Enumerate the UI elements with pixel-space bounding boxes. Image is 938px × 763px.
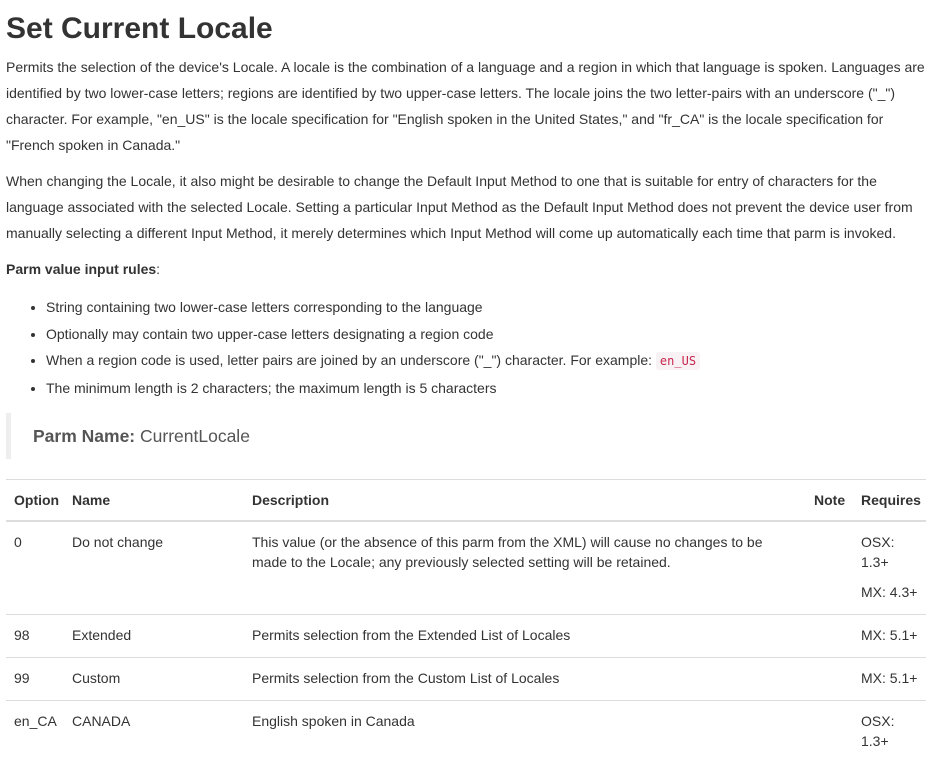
input-method-paragraph: When changing the Locale, it also might be desirable to change the Default Input Method to one that is suitable for entry of characters for the language associated with the selected Locale. Setting a particular Input Method as the Default Input Method does not prevent the device user from manually selecting a different Input Method, it merely determines which Input Method will come up automatically each time that parm is invoked.: [6, 168, 926, 246]
cell-note: [806, 615, 853, 658]
cell-name: Custom: [64, 658, 244, 701]
table-row: [6, 615, 926, 658]
cell-description: English spoken in Canada: [244, 701, 806, 763]
cell-name: Do not change: [64, 521, 244, 615]
header-name: Name: [64, 480, 244, 522]
header-requires: Requires: [853, 480, 926, 522]
cell-description: Permits selection from the Custom List of Locales: [244, 658, 806, 701]
table-row: [6, 658, 926, 701]
requires-line: MX: 4.3+: [861, 582, 918, 602]
cell-option: en_CA: [6, 701, 64, 763]
cell-requires: [853, 658, 926, 701]
document-page: [6, 0, 926, 763]
requires-line: OSX: 1.3+: [861, 532, 918, 572]
page-title: Set Current Locale: [6, 10, 926, 48]
parm-name-callout: [6, 413, 926, 459]
rule-item: • Optionally may contain two upper-case letters designating a region code: [46, 321, 926, 348]
rules-heading-label: Parm value input rules: [6, 261, 156, 277]
rule-item: • The minimum length is 2 characters; the maximum length is 5 characters: [46, 375, 926, 402]
options-table: [6, 479, 926, 763]
example-code: en_US: [656, 352, 700, 370]
cell-description: Permits selection from the Extended List of Locales: [244, 615, 806, 658]
table-row: [6, 701, 926, 763]
rules-heading: [6, 256, 926, 282]
cell-requires: [853, 701, 926, 763]
parm-name-label: Parm Name:: [33, 426, 135, 446]
cell-option: 0: [6, 521, 64, 615]
cell-name: CANADA: [64, 701, 244, 763]
cell-option: 99: [6, 658, 64, 701]
requires-line: MX: 5.1+: [861, 625, 918, 645]
table-row: [6, 521, 926, 615]
rules-heading-colon: :: [156, 261, 160, 277]
rule-item-text: When a region code is used, letter pairs are joined by an underscore ("_") character. For example:: [46, 352, 656, 368]
cell-description: This value (or the absence of this parm from the XML) will cause no changes to be made to the Locale; any previously selected setting will be retained.: [244, 521, 806, 615]
requires-line: MX: 5.1+: [861, 668, 918, 688]
rule-item: • String containing two lower-case letters corresponding to the language: [46, 294, 926, 321]
cell-requires: [853, 615, 926, 658]
cell-note: [806, 521, 853, 615]
cell-note: [806, 658, 853, 701]
header-description: Description: [244, 480, 806, 522]
header-option: Option: [6, 480, 64, 522]
cell-name: Extended: [64, 615, 244, 658]
cell-requires: [853, 521, 926, 615]
intro-paragraph: Permits the selection of the device's Locale. A locale is the combination of a language and a region in which that language is spoken. Languages are identified by two lower-case letters; regions are identified by two upper-case letters. The locale joins the two letter-pairs with an underscore ("_") character. For example, "en_US" is the locale specification for "English spoken in the United States," and "fr_CA" is the locale specification for "French spoken in Canada.": [6, 54, 926, 158]
parm-name-value: CurrentLocale: [135, 426, 250, 446]
header-note: Note: [806, 480, 853, 522]
rule-item: [46, 347, 926, 375]
cell-option: 98: [6, 615, 64, 658]
table-header-row: [6, 480, 926, 522]
requires-line: OSX: 1.3+: [861, 711, 918, 751]
cell-note: [806, 701, 853, 763]
rules-list: [6, 294, 926, 401]
